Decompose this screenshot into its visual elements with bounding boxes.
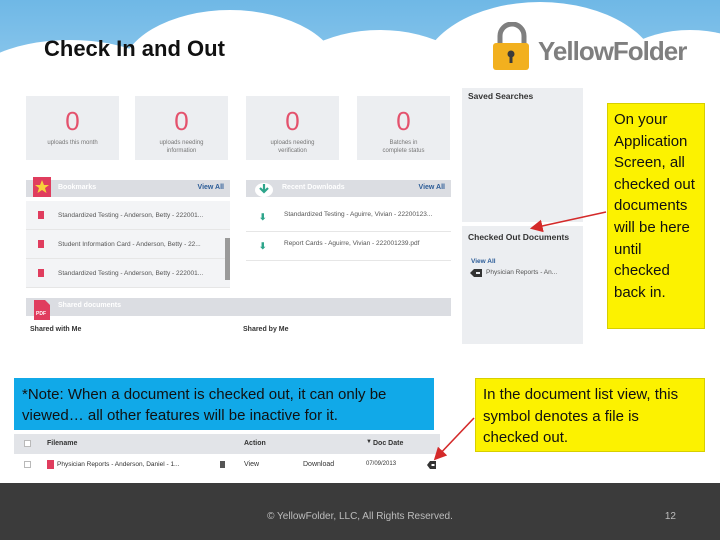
bookmark-icon [38,211,44,219]
tab-shared-with-me[interactable]: Shared with Me [30,326,82,333]
logo-wordmark: YellowFolder [538,36,687,66]
checked-out-title: Checked Out Documents [468,232,570,242]
list-item[interactable] [246,232,451,261]
column-action: Action [244,440,266,447]
bookmark-icon [38,269,44,277]
pdf-icon [34,300,50,320]
list-item[interactable] [26,259,230,288]
stat-value: 0 [396,106,411,136]
stat-value: 0 [174,106,189,136]
padlock-icon [490,22,534,72]
table-row[interactable] [14,456,440,474]
list-item[interactable] [26,230,230,259]
stat-label: uploads needing information [159,140,204,154]
list-item[interactable] [26,201,230,230]
bookmark-label: Standardized Testing - Anderson, Betty - 222001... [58,270,204,277]
bookmark-icon[interactable] [220,461,225,468]
row-filename[interactable]: Physician Reports - Anderson, Daniel - 1... [57,461,180,468]
checked-out-documents-panel [462,226,583,344]
recent-downloads-title: Recent Downloads [282,184,345,191]
shared-documents-panel [26,298,451,344]
checked-out-item[interactable]: Physician Reports - An... [486,269,558,276]
page-number: 12 [664,511,676,522]
checked-out-view-all-link[interactable]: View All [471,258,496,265]
stat-uploads-this-month[interactable] [26,96,119,160]
checked-out-note: *Note: When a document is checked out, it can only be viewed… all other features will be inactive for it. [14,378,434,430]
saved-searches-title: Saved Searches [468,91,534,101]
bookmarks-view-all-link[interactable]: View All [197,184,224,191]
recent-downloads-header [246,180,451,197]
svg-text:PDF: PDF [36,311,46,317]
copyright-text: © YellowFolder, LLC, All Rights Reserved. [267,511,453,522]
sort-desc-icon: ▼ [366,439,372,445]
bookmark-label: Standardized Testing - Anderson, Betty - 222001... [58,212,204,219]
saved-searches-panel [462,88,583,222]
stat-batches-complete[interactable] [357,96,450,160]
stat-uploads-needing-information[interactable] [135,96,228,160]
bookmark-icon [38,240,44,248]
bookmarks-title: Bookmarks [58,184,97,191]
download-icon [254,180,274,198]
yellowfolder-logo [490,22,700,72]
download-arrow-icon: ⬇ [259,212,267,222]
symbol-callout: In the document list view, this symbol denotes a file is checked out. [475,378,705,452]
list-header [14,434,440,454]
shared-documents-header [26,298,451,316]
document-list-view [14,434,440,476]
scrollbar[interactable] [225,238,230,280]
stat-label: Batches in complete status [382,140,425,154]
application-screen [26,88,583,344]
select-all-checkbox[interactable] [24,440,31,447]
tab-shared-by-me[interactable]: Shared by Me [243,326,289,333]
bookmarks-panel [26,180,230,288]
bookmark-label: Student Information Card - Anderson, Betty - 22... [58,241,201,248]
star-icon [32,177,52,197]
download-label: Standardized Testing - Aguirre, Vivian - 22200123... [284,211,433,218]
download-label: Report Cards - Aguirre, Vivian - 222001239.pdf [284,240,420,247]
download-link[interactable]: Download [303,461,335,468]
checked-out-icon [427,461,436,469]
recent-downloads-panel [246,180,451,284]
slide-title: Check In and Out [44,36,225,61]
shared-documents-title: Shared documents [58,302,122,309]
stat-label: uploads needing verification [270,140,315,154]
row-checkbox[interactable] [24,461,31,468]
application-screen-callout: On your Application Screen, all checked out documents will be here until checked back in. [607,103,705,329]
checked-out-icon [470,269,482,277]
stat-value: 0 [285,106,300,136]
pdf-file-icon [47,460,54,469]
stat-label: uploads this month [47,140,98,146]
bookmarks-header [26,180,230,197]
slide-footer [0,483,720,540]
view-link[interactable]: View [244,461,260,468]
download-arrow-icon: ⬇ [259,241,267,251]
recent-downloads-view-all-link[interactable]: View All [418,184,445,191]
row-doc-date: 07/09/2013 [366,461,397,467]
stat-value: 0 [65,106,80,136]
column-doc-date[interactable]: Doc Date [373,440,404,447]
stat-uploads-needing-verification[interactable] [246,96,339,160]
column-filename[interactable]: Filename [47,440,78,447]
list-item[interactable] [246,203,451,232]
